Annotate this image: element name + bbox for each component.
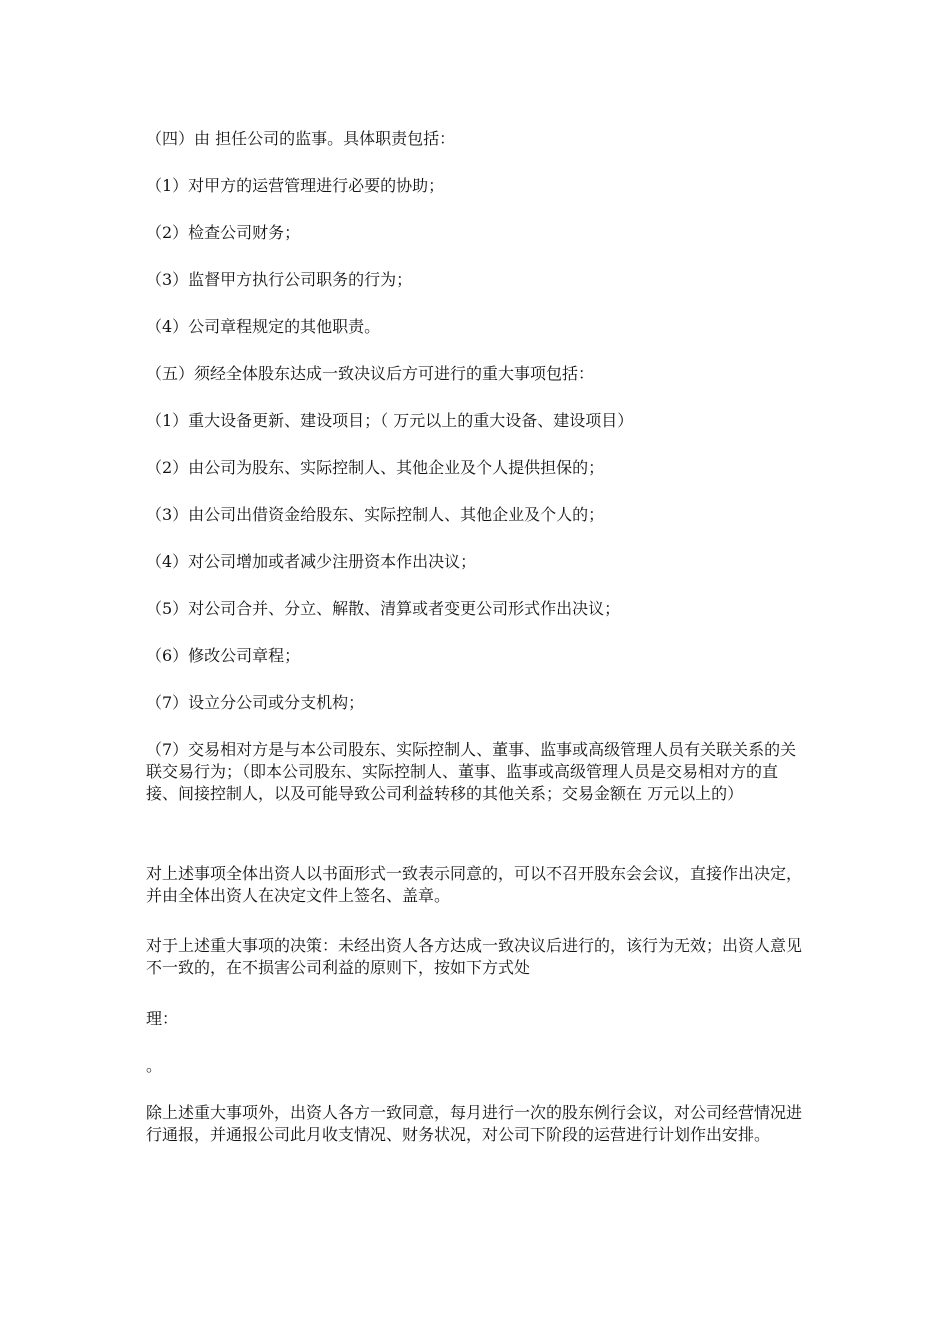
decision-rule-paragraph: 对于上述重大事项的决策：未经出资人各方达成一致决议后进行的，该行为无效；出资人意见不一致的，在不损害公司利益的原则下，按如下方式处	[146, 936, 803, 977]
major-matter-1: （1）重大设备更新、建设项目；（ 万元以上的重大设备、建设项目）	[146, 411, 634, 430]
major-matter-6: （6）修改公司章程；	[146, 646, 301, 665]
blank-method-line: 。	[146, 1056, 163, 1075]
monthly-meeting-paragraph: 除上述重大事项外，出资人各方一致同意，每月进行一次的股东例行会议，对公司经营情况进行通报，并通报公司此月收支情况、财务状况，对公司下阶段的运营进行计划作出安排。	[146, 1103, 803, 1144]
major-matter-2: （2）由公司为股东、实际控制人、其他企业及个人提供担保的；	[146, 458, 605, 477]
section-four-heading: （四）由 担任公司的监事。具体职责包括：	[146, 129, 456, 148]
major-matter-related-party: （7）交易相对方是与本公司股东、实际控制人、董事、监事或高级管理人员有关联关系的关联交易行为；（即本公司股东、实际控制人、董事、监事或高级管理人员是交易相对方的直接、间接控制人，以及可能导致公司利益转移的其他关系；交易金额在 万元以上的）	[146, 740, 797, 803]
major-matter-4: （4）对公司增加或者减少注册资本作出决议；	[146, 552, 477, 571]
section-five-heading: （五）须经全体股东达成一致决议后方可进行的重大事项包括：	[146, 364, 595, 383]
supervisor-duty-4: （4）公司章程规定的其他职责。	[146, 317, 381, 336]
written-consent-paragraph: 对上述事项全体出资人以书面形式一致表示同意的，可以不召开股东会会议，直接作出决定，并由全体出资人在决定文件上签名、盖章。	[146, 864, 803, 905]
supervisor-duty-2: （2）检查公司财务；	[146, 223, 301, 242]
supervisor-duty-3: （3）监督甲方执行公司职务的行为；	[146, 270, 413, 289]
decision-rule-continuation: 理：	[146, 1009, 179, 1028]
major-matter-7: （7）设立分公司或分支机构；	[146, 693, 365, 712]
supervisor-duty-1: （1）对甲方的运营管理进行必要的协助；	[146, 176, 445, 195]
major-matter-5: （5）对公司合并、分立、解散、清算或者变更公司形式作出决议；	[146, 599, 621, 618]
major-matter-3: （3）由公司出借资金给股东、实际控制人、其他企业及个人的；	[146, 505, 605, 524]
